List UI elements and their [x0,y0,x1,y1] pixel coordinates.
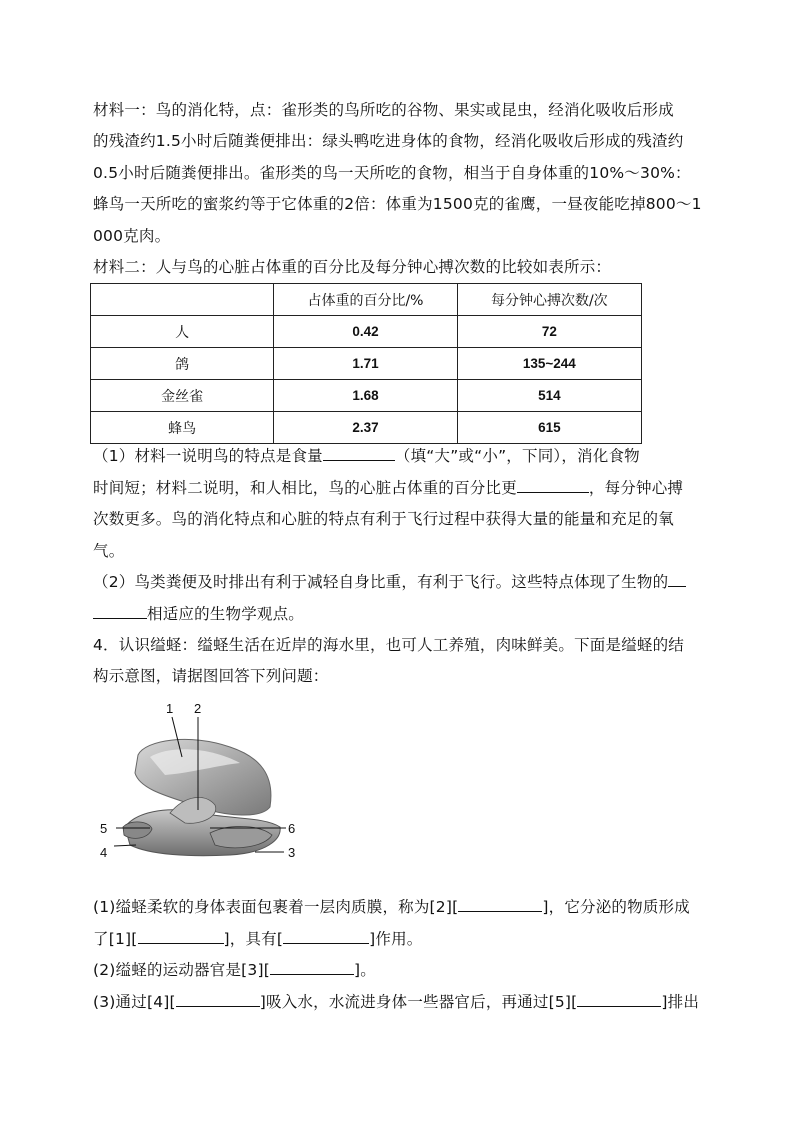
table-row [91,316,642,348]
s3-text: ]吸入水，水流进身体一些器官后，再通过[5][ [259,993,578,1011]
table-header-row [91,284,642,316]
s1-text: 了[1][ [93,930,138,948]
material1-line-1: 材料一：鸟的消化特，点：雀形类的鸟所吃的谷物、果实或昆虫，经消化吸收后形成 [93,101,674,119]
answer-blank[interactable] [283,929,369,944]
figure-label-2: 2 [194,701,202,716]
figure-label-6: 6 [288,821,296,836]
table-cell-percent: 1.68 [274,380,457,412]
material1-line-2: 的残渣约1.5小时后随粪便排出：绿头鸭吃进身体的食物，经消化吸收后形成的残渣约 [93,132,684,150]
figure-label-1: 1 [166,701,174,716]
q2-text: 相适应的生物学观点。 [147,605,305,623]
answer-blank[interactable] [270,960,354,975]
table-cell-percent: 2.37 [274,412,457,444]
answer-blank[interactable] [577,992,661,1007]
q1-line-4: 气。 [93,542,125,560]
material1-line-5: 000克肉。 [93,227,171,245]
material2-intro: 材料二：人与鸟的心脏占体重的百分比及每分钟心搏次数的比较如表所示： [93,258,612,276]
s1-line-2 [93,927,422,949]
q4-line-2: 构示意图，请据图回答下列问题： [93,667,329,685]
answer-blank[interactable] [176,992,260,1007]
material1-line-4: 蜂鸟一天所吃的蜜浆约等于它体重的2倍：体重为1500克的雀鹰，一昼夜能吃掉800～1 [93,195,702,213]
s2-text: ]。 [353,961,376,979]
table-header-cell [91,284,274,316]
answer-blank[interactable] [668,572,686,587]
q1-text: （1）材料一说明鸟的特点是食量 [93,447,323,465]
s3-text: ]排出 [661,993,700,1011]
table-cell-heartbeats: 72 [457,316,641,348]
table-cell-heartbeats: 135~244 [457,348,641,380]
q2-line-2 [93,602,304,624]
s1-text: ]，具有[ [223,930,284,948]
s3-line [93,990,699,1012]
table-cell-species: 鸽 [91,348,274,380]
answer-blank[interactable] [138,929,224,944]
q1-text: ，每分钟心搏 [588,479,684,497]
s3-text: (3)通过[4][ [93,993,176,1011]
s1-line-1 [93,895,690,917]
table-cell-percent: 0.42 [274,316,457,348]
table-cell-percent: 1.71 [274,348,457,380]
q1-line-3: 次数更多。鸟的消化特点和心脏的特点有利于飞行过程中获得大量的能量和充足的氧 [93,510,674,528]
q2-line-1 [93,570,686,592]
table-row [91,412,642,444]
s1-text: ]，它分泌的物质形成 [542,898,690,916]
table-cell-heartbeats: 514 [457,380,641,412]
table-row [91,348,642,380]
table-cell-species: 人 [91,316,274,348]
table-header-cell: 每分钟心搏次数/次 [457,284,641,316]
answer-blank[interactable] [323,446,395,461]
answer-blank[interactable] [458,897,542,912]
s2-line [93,958,376,980]
s1-text: ]作用。 [369,930,423,948]
figure-label-3: 3 [288,845,296,860]
table-cell-heartbeats: 615 [457,412,641,444]
s2-text: (2)缢蛏的运动器官是[3][ [93,961,270,979]
heart-comparison-table [90,283,642,444]
s1-text: (1)缢蛏柔软的身体表面包裹着一层肉质膜，称为[2][ [93,898,459,916]
answer-blank[interactable] [93,604,147,619]
table-header-cell: 占体重的百分比/% [274,284,457,316]
table-cell-species: 金丝雀 [91,380,274,412]
table-cell-species: 蜂鸟 [91,412,274,444]
q1-line-1 [93,444,640,466]
answer-blank[interactable] [517,478,589,493]
figure-label-5: 5 [100,821,108,836]
figure-label-4: 4 [100,845,108,860]
q2-text: （2）鸟类粪便及时排出有利于减轻自身比重，有利于飞行。这些特点体现了生物的 [93,573,669,591]
razor-clam-figure [90,695,320,875]
q1-line-2 [93,476,683,498]
material1-line-3: 0.5小时后随粪便排出。雀形类的鸟一天所吃的食物，相当于自身体重的10%～30%： [93,164,691,182]
q1-text: （填“大”或“小”，下同），消化食物 [394,447,640,465]
table-row [91,380,642,412]
q1-text: 时间短；材料二说明，和人相比，鸟的心脏占体重的百分比更 [93,479,517,497]
q4-line-1: 4．认识缢蛏：缢蛏生活在近岸的海水里，也可人工养殖，肉味鲜美。下面是缢蛏的结 [93,636,684,654]
